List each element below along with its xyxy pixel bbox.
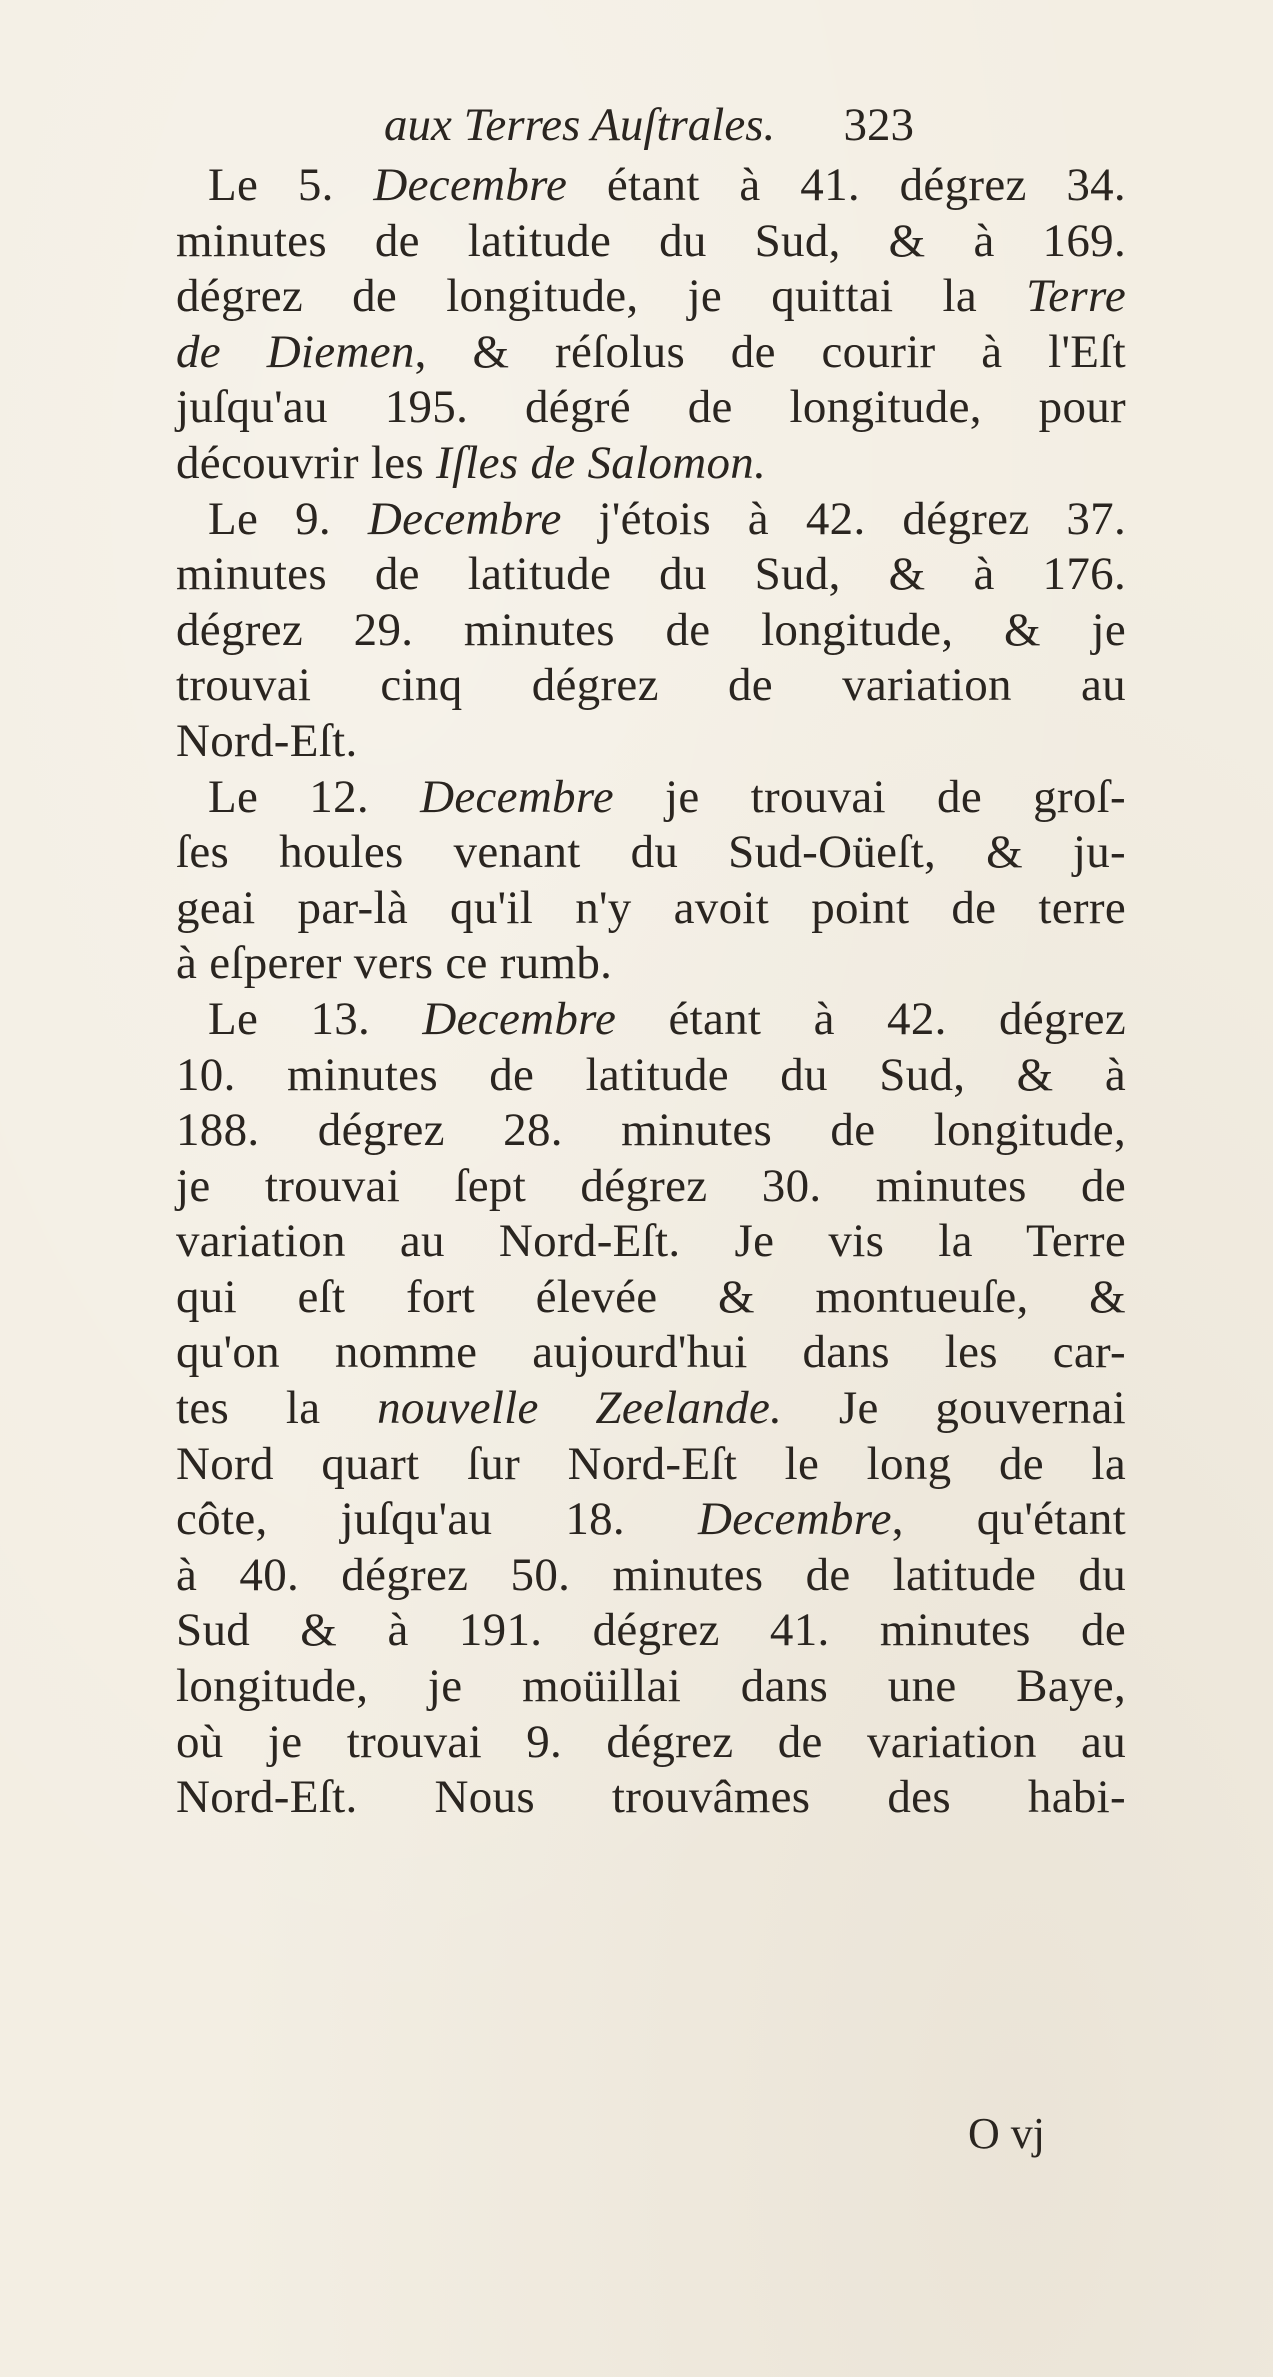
text-line [176, 492, 1126, 548]
text-line [176, 547, 1126, 603]
text-run: j'étois à 42. dégrez 37. [561, 492, 1126, 545]
text-run: côte, juſqu'au 18. [176, 1493, 698, 1546]
text-line [176, 1770, 1126, 1826]
text-line [176, 825, 1126, 881]
text-run: découvrir les [176, 436, 436, 489]
page-number: 323 [843, 99, 914, 151]
italic-text: nouvelle Zeelande. [377, 1382, 783, 1435]
text-run: qui eſt fort élevée & montueuſe, & [176, 1270, 1126, 1323]
text-line [176, 1325, 1126, 1381]
text-line [176, 1715, 1126, 1771]
text-run: à eſperer vers ce rumb. [176, 937, 613, 990]
text-run: 188. dégrez 28. minutes de longitude, [176, 1104, 1126, 1157]
text-line [176, 714, 1126, 770]
text-run: dégrez 29. minutes de longitude, & je [176, 603, 1126, 656]
text-run: ſes houles venant du Sud-Oüeſt, & ju- [176, 826, 1126, 879]
text-run: Le 5. [208, 159, 374, 211]
text-run: juſqu'au 195. dégré de longitude, pour [176, 381, 1126, 434]
page-header [384, 98, 914, 158]
text-line [176, 1103, 1126, 1159]
text-run: à 40. dégrez 50. minutes de latitude du [176, 1548, 1126, 1601]
text-line [176, 1437, 1126, 1493]
text-line [176, 658, 1126, 714]
text-line [176, 1548, 1126, 1604]
text-line [176, 770, 1126, 826]
text-run: Le 12. [208, 770, 421, 823]
text-run: Je gouvernai [782, 1382, 1126, 1435]
text-line [176, 992, 1126, 1048]
text-run: tes la [176, 1382, 378, 1435]
text-run: étant à 41. dégrez 34. [567, 159, 1126, 211]
text-line [176, 1381, 1126, 1437]
text-line [176, 1159, 1126, 1215]
text-line [176, 1270, 1126, 1326]
text-line [176, 269, 1126, 325]
text-run: minutes de latitude du Sud, & à 169. [176, 214, 1126, 267]
text-run: je trouvai de groſ- [613, 770, 1126, 823]
italic-text: Terre [1026, 270, 1126, 323]
running-title: aux Terres Auſtrales. [384, 99, 776, 151]
text-line [176, 380, 1126, 436]
text-run: Sud & à 191. dégrez 41. minutes de [176, 1604, 1126, 1657]
text-run: 10. minutes de latitude du Sud, & à [176, 1048, 1126, 1101]
text-line [176, 1603, 1126, 1659]
text-run: variation au Nord-Eſt. Je vis la Terre [176, 1215, 1126, 1268]
text-line [176, 603, 1126, 659]
text-run: longitude, je moüillai dans une Baye, [176, 1660, 1126, 1713]
text-line [176, 1048, 1126, 1104]
italic-text: Iſles de Salomon. [436, 436, 767, 489]
text-line [176, 158, 1126, 214]
text-line [176, 936, 1126, 992]
text-run: dégrez de longitude, je quittai la [176, 270, 1027, 323]
text-run: trouvai cinq dégrez de variation au [176, 659, 1126, 712]
text-line [176, 1492, 1126, 1548]
text-run: Nord-Eſt. [176, 714, 358, 767]
text-run: étant à 42. dégrez [616, 992, 1126, 1045]
text-line [176, 325, 1126, 381]
body-text [176, 158, 1126, 1826]
text-run: minutes de latitude du Sud, & à 176. [176, 548, 1126, 601]
text-line [176, 881, 1126, 937]
italic-text: Decembre [420, 770, 614, 823]
text-line [176, 436, 1126, 492]
text-run: Le 9. [208, 492, 368, 545]
text-run: Nord quart ſur Nord-Eſt le long de la [176, 1437, 1126, 1490]
catchword: O vj [968, 2109, 1045, 2158]
text-run: je trouvai ſept dégrez 30. minutes de [176, 1159, 1126, 1212]
text-run: , & réſolus de courir à l'Eſt [414, 325, 1126, 378]
italic-text: de Diemen [176, 325, 415, 378]
text-line [176, 214, 1126, 270]
text-run: Nord-Eſt. Nous trouvâmes des habi- [176, 1771, 1126, 1824]
italic-text: Decembre [697, 1493, 892, 1546]
italic-text: Decembre [367, 492, 562, 545]
text-line [176, 1214, 1126, 1270]
text-run: où je trouvai 9. dégrez de variation au [176, 1715, 1126, 1768]
text-run: , qu'étant [891, 1493, 1126, 1546]
italic-text: Decembre [373, 159, 568, 211]
text-line [176, 1659, 1126, 1715]
text-run: qu'on nomme aujourd'hui dans les car- [176, 1326, 1126, 1379]
text-run: geai par-là qu'il n'y avoit point de terre [176, 881, 1126, 934]
italic-text: Decembre [422, 992, 617, 1045]
text-run: Le 13. [208, 992, 423, 1045]
